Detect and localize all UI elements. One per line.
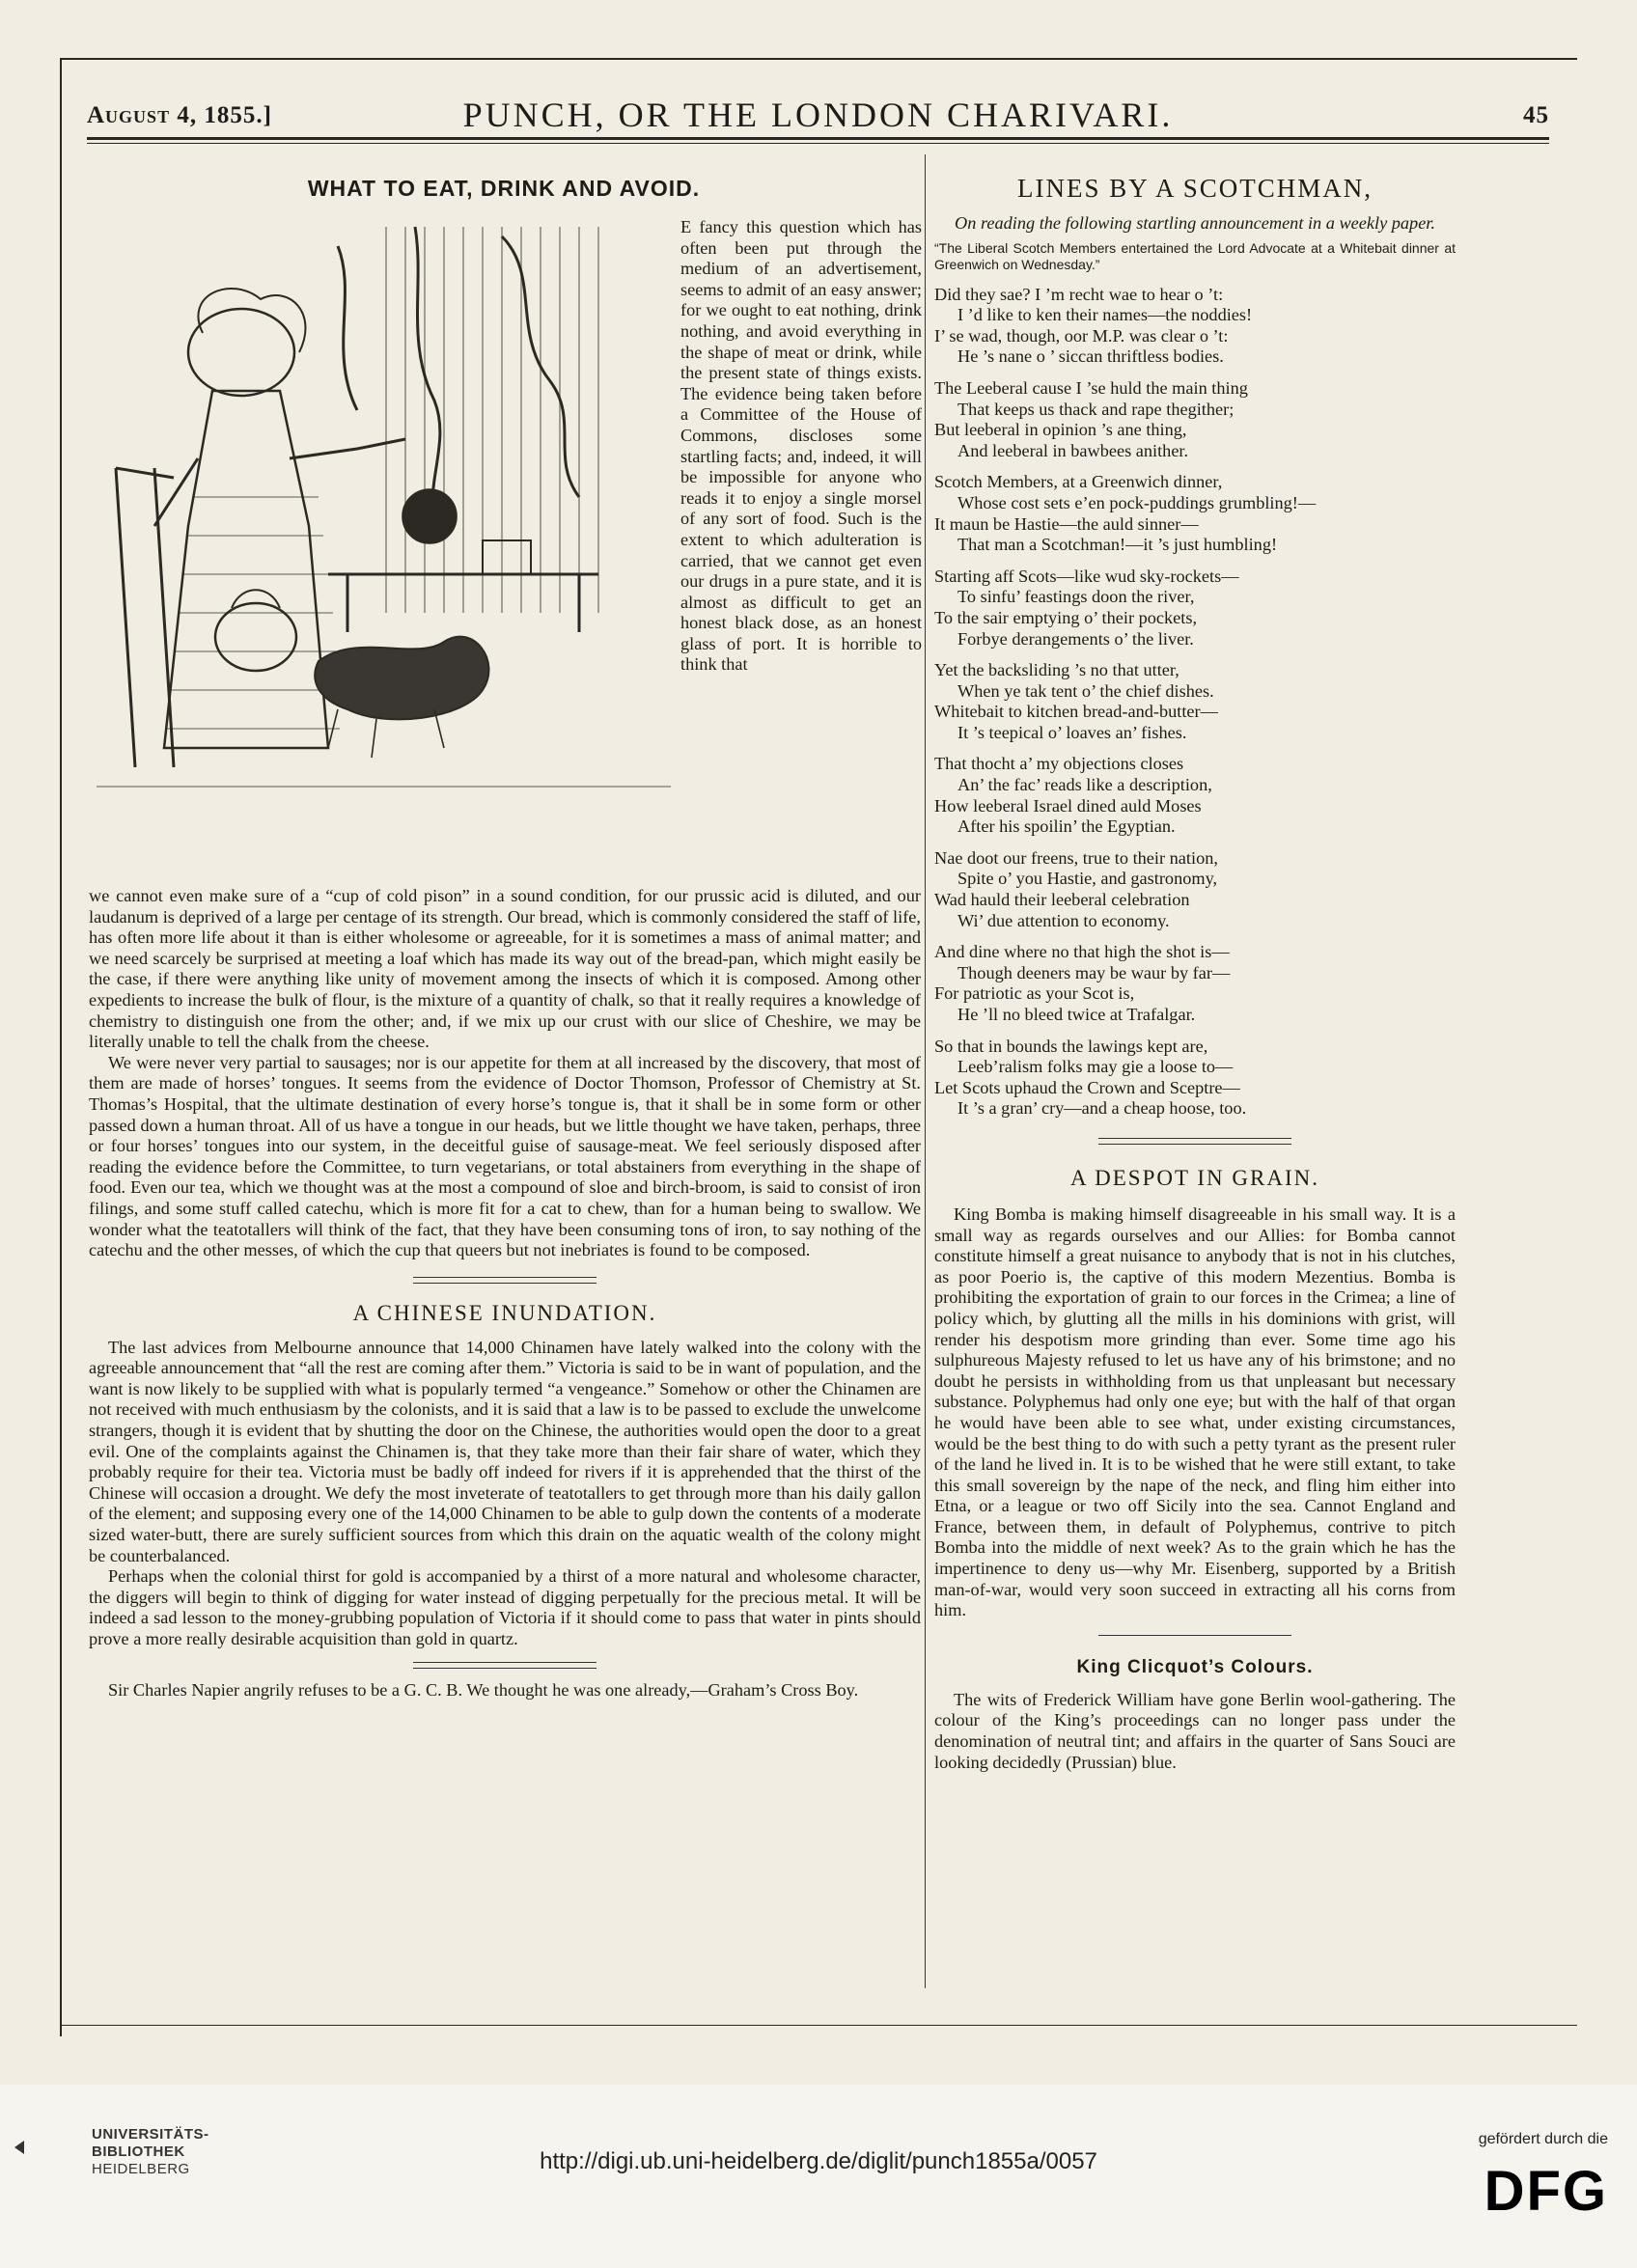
poem-line: To the sair emptying o’ their pockets,	[934, 607, 1198, 627]
poem-stanza	[934, 1037, 1456, 1120]
poem-line: Wi’ due attention to economy.	[957, 910, 1170, 930]
poem-stanza	[934, 567, 1456, 650]
article-intro-text	[680, 217, 922, 676]
funder-logo: DFG	[1484, 2160, 1608, 2223]
source-url-link[interactable]: http://digi.ub.uni-heidelberg.de/diglit/punch1855a/0057	[540, 2148, 1097, 2174]
poem-heading: LINES BY A SCOTCHMAN,	[1016, 174, 1373, 203]
poem-line: Wad hauld their leeberal celebration	[934, 890, 1190, 910]
poem-line: To sinfu’ feastings doon the river,	[957, 587, 1195, 607]
poem-line: It ’s teepical o’ loaves an’ fishes.	[957, 722, 1187, 742]
article1-paragraph-2: We were never very partial to sausages; nor is our appetite for them at all increased by the discovery, that most of them are made of horses’ tongues. It seems from the evidence of Doctor Thomson, Professor of Chemistry at St. Thomas’s Hospital, that the ultimate destination of every horse’s tongue is, that it shall be in some form or other passed down a human throat. All of us have a tongue in our heads, but we little thought we have taken, perhaps, three or four horses’ tongues into our system, in the deceitful guise of sausage-meat. We feel seriously disposed after reading the evidence before the Committee, to turn vegetarians, or total abstainers from everything in the shape of food. Even our tea, which we thought was at the most a compound of sloe and birch-broom, is said to consist of iron filings, and some stuff called catechu, which is more fit for a cat to chew, than for a human being to swallow. We wonder what the teatotallers will think of the fact, that they have been consuming tons of iron, to say nothing of the catechu and the other messes, of which the cup that queers but not inebriates is found to be composed.	[89, 1052, 921, 1260]
poem-line: Did they sae? I ’m recht wae to hear o ’t:	[934, 284, 1224, 304]
article2-paragraph-2: Perhaps when the colonial thirst for gold is accompanied by a thirst of a more natural and wholesome character, the diggers will begin to think of digging for water instead of digging perpetually for the precious metal. It will be indeed a sad lesson to the money-grubbing population of Victoria if it should come to pass that water in pints should prove a more really desirable acquisition than gold in quartz.	[89, 1566, 921, 1648]
poem-line: That man a Scotchman!—it ’s just humbling!	[957, 535, 1278, 555]
poem-stanza	[934, 848, 1456, 931]
poem-stanza	[934, 660, 1456, 743]
poem-body	[934, 285, 1456, 1120]
section-divider	[1098, 1138, 1291, 1145]
poem-line: He ’ll no bleed twice at Trafalgar.	[957, 1005, 1196, 1024]
poem-line: Though deeners may be waur by far—	[957, 962, 1231, 982]
column-divider	[925, 154, 926, 1988]
left-column	[89, 886, 921, 1701]
poem-line: Leeb’ralism folks may gie a loose to—	[957, 1057, 1234, 1077]
poem-line: Starting aff Scots—like wud sky-rockets—	[934, 566, 1239, 586]
poem-quote: “The Liberal Scotch Members entertained the Lord Advocate at a Whitebait dinner at Greenwich on Wednesday.”	[934, 239, 1456, 272]
poem-line: For patriotic as your Scot is,	[934, 983, 1135, 1004]
poem-line: Scotch Members, at a Greenwich dinner,	[934, 472, 1223, 492]
article-intro-paragraph: E fancy this question which has often been put through the medium of an advertisement, seems to admit of an easy answer; for we ought to eat nothing, drink nothing, and avoid everything in the shape of meat or drink, while the present state of things exists. The evidence being taken before a Committee of the House of Commons, discloses some startling facts; and, indeed, it will be impossible for anyone who reads it to enjoy a single morsel of any sort of food. Such is the extent to which adulteration is carried, that we cannot get even our drugs in a pure state, and it is almost as difficult to get an honest black dose, as an honest glass of port. It is horrible to think that	[680, 217, 922, 675]
poem-stanza	[934, 942, 1456, 1025]
issue-date: August 4, 1855.]	[87, 102, 272, 128]
poem-line: It ’s a gran’ cry—and a cheap hoose, too.	[957, 1098, 1247, 1119]
page-number: 45	[1523, 102, 1549, 128]
poem-line: Spite o’ you Hastie, and gastronomy,	[957, 869, 1218, 889]
right-column	[934, 174, 1456, 1773]
section-divider	[413, 1662, 597, 1669]
poem-line: An’ the fac’ reads like a description,	[957, 775, 1212, 795]
article-heading-chinese: A CHINESE INUNDATION.	[352, 1300, 657, 1325]
poem-line: Nae doot our freens, true to their nation,	[934, 847, 1218, 868]
cartoon-illustration	[97, 207, 671, 883]
poem-line: Whose cost sets e’en pock-puddings grumbling!—	[957, 492, 1317, 512]
poem-line: But leeberal in opinion ’s ane thing,	[934, 420, 1187, 440]
institution-line-3: HEIDELBERG	[92, 2161, 190, 2177]
poem-stanza	[934, 378, 1456, 461]
institution-line-2: BIBLIOTHEK	[92, 2144, 185, 2160]
article-heading-eat-drink: WHAT TO EAT, DRINK AND AVOID.	[307, 176, 701, 201]
poem-line: How leeberal Israel dined auld Moses	[934, 795, 1202, 816]
poem-line: Forbye derangements o’ the liver.	[957, 628, 1194, 649]
page-header	[87, 95, 1549, 143]
institution-line-1: UNIVERSITÄTS-	[92, 2126, 209, 2143]
poem-line: Let Scots uphaud the Crown and Sceptre—	[934, 1077, 1240, 1097]
left-border	[60, 58, 62, 2036]
poem-line: When ye tak tent o’ the chief dishes.	[957, 680, 1214, 701]
poem-line: After his spoilin’ the Egyptian.	[957, 816, 1176, 837]
poem-line: That thocht a’ my objections closes	[934, 754, 1184, 774]
poem-line: Whitebait to kitchen bread-and-butter—	[934, 702, 1218, 722]
header-rule-thin	[87, 143, 1549, 144]
masthead-title: PUNCH, OR THE LONDON CHARIVARI.	[462, 96, 1174, 134]
poem-line: And leeberal in bawbees anither.	[957, 440, 1189, 460]
poem-stanza	[934, 285, 1456, 368]
poem-line: That keeps us thack and rape thegither;	[957, 399, 1235, 419]
article-heading-despot: A DESPOT IN GRAIN.	[1070, 1165, 1319, 1190]
poem-line: And dine where no that high the shot is—	[934, 942, 1230, 962]
article-heading-clicquot: King Clicquot’s Colours.	[1076, 1656, 1314, 1677]
poem-line: I’ se wad, though, oor M.P. was clear o ’t:	[934, 325, 1229, 346]
poem-line: Yet the backsliding ’s no that utter,	[934, 660, 1179, 680]
funded-by-label: gefördert durch die	[1478, 2131, 1608, 2147]
poem-subtitle: On reading the following startling announcement in a weekly paper.	[955, 213, 1435, 233]
article5-paragraph-1: The wits of Frederick William have gone Berlin wool-gathering. The colour of the King’s proceedings can no longer pass under the denomination of neutral tint; and affairs in the quarter of Sans Souci are looking decidedly (Prussian) blue.	[934, 1689, 1456, 1772]
poem-line: He ’s nane o ’ siccan thriftless bodies.	[957, 346, 1224, 367]
poem-line: It maun be Hastie—the auld sinner—	[934, 513, 1199, 534]
article4-paragraph-1: King Bomba is making himself disagreeable in his small way. It is a small way as regards ourselves and our Allies: for Bomba cannot constitute himself a great nuisance to anybody that is not in his clutches, as poor Poerio is, the captive of this modern Mezentius. Bomba is prohibiting the exportation of grain to our forces in the Crimea; a line of policy which, by glutting all the mills in his dominions with grist, will render his despotism more grinding than ever. Some time ago his sulphureous Majesty refused to let us have any of his brimstone; and no doubt he persists in withholding from us that unpleasant but necessary substance. Polyphemus had only one eye; but with the half of that organ he would have been able to see what, under existing circumstances, would be the best thing to do with such a petty tyrant as the present ruler of the land he lived in. It is to be wished that he were still extant, to take this small sovereign by the nape of the neck, and fling him either into Etna, or a league or two off Sicily into the sea. Cannot England and France, between them, in default of Polyphemus, contrive to pitch Bomba into the middle of next week? As to the grain which he has the impertinence to deny us—why Mr. Eisenberg, supported by a British man-of-war, would very soon succeed in extracting all his corns from him.	[934, 1203, 1456, 1620]
top-border	[60, 58, 1577, 60]
poem-line: The Leeberal cause I ’se huld the main thing	[934, 377, 1248, 398]
section-divider	[413, 1277, 597, 1284]
bottom-rule	[60, 2025, 1577, 2026]
article2-paragraph-1: The last advices from Melbourne announce that 14,000 Chinamen have lately walked into the colony with the agreeable announcement that “all the rest are coming after them.” Victoria is said to be in want of population, and the want is now likely to be supplied with what is popularly termed “a vengeance.” Somehow or other the Chinamen are not received with much enthusiasm by the colonists, and it is said that a law is to be passed to exclude the unwelcome strangers, though it is evident that by shutting the door on the Chinese, the authorities would open the door to a great evil. One of the complaints against the Chinamen is, that they take more than their fair share of water, which they probably require for their tea. Victoria must be badly off indeed for rivers if it is apprehended that the thirst of the Chinese will occasion a drought. We defy the most inveterate of teatotallers to get through more than his daily gallon of the element; and supposing every one of the 14,000 Chinamen to be able to gulp down the contents of a moderate sized water-butt, there are surely sufficient sources from which this drain on the aquatic wealth of the colony might be counterbalanced.	[89, 1337, 921, 1565]
poem-line: So that in bounds the lawings kept are,	[934, 1036, 1208, 1056]
poem-stanza	[934, 472, 1456, 555]
digitization-footer	[0, 2085, 1637, 2268]
poem-line: I ’d like to ken their names—the noddies!	[957, 305, 1253, 325]
poem-stanza	[934, 754, 1456, 837]
article1-paragraph-1: we cannot even make sure of a “cup of cold pison” in a sound condition, for our prussic acid is diluted, and our laudanum is deprived of a large per centage of its strength. Our bread, which is commonly considered the staff of life, has often more life about it than is either wholesome or agreeable, for it is sometimes a mass of animal matter; and we need scarcely be surprised at meeting a loaf which has made its way out of the bread-pan, which might easily be the case, if there were anything like unity of movement among the insects of which it is composed. Among other expedients to increase the bulk of flour, is the mixture of a quantity of chalk, so that it really requires a knowledge of chemistry to distinguish one from the other; and, if we mix up our crust with our slice of Cheshire, we may be literally unable to tell the chalk from the cheese.	[89, 886, 921, 1052]
napier-paragraph: Sir Charles Napier angrily refuses to be a G. C. B. We thought he was one already,—Graham’s Cross Boy.	[108, 1679, 859, 1700]
